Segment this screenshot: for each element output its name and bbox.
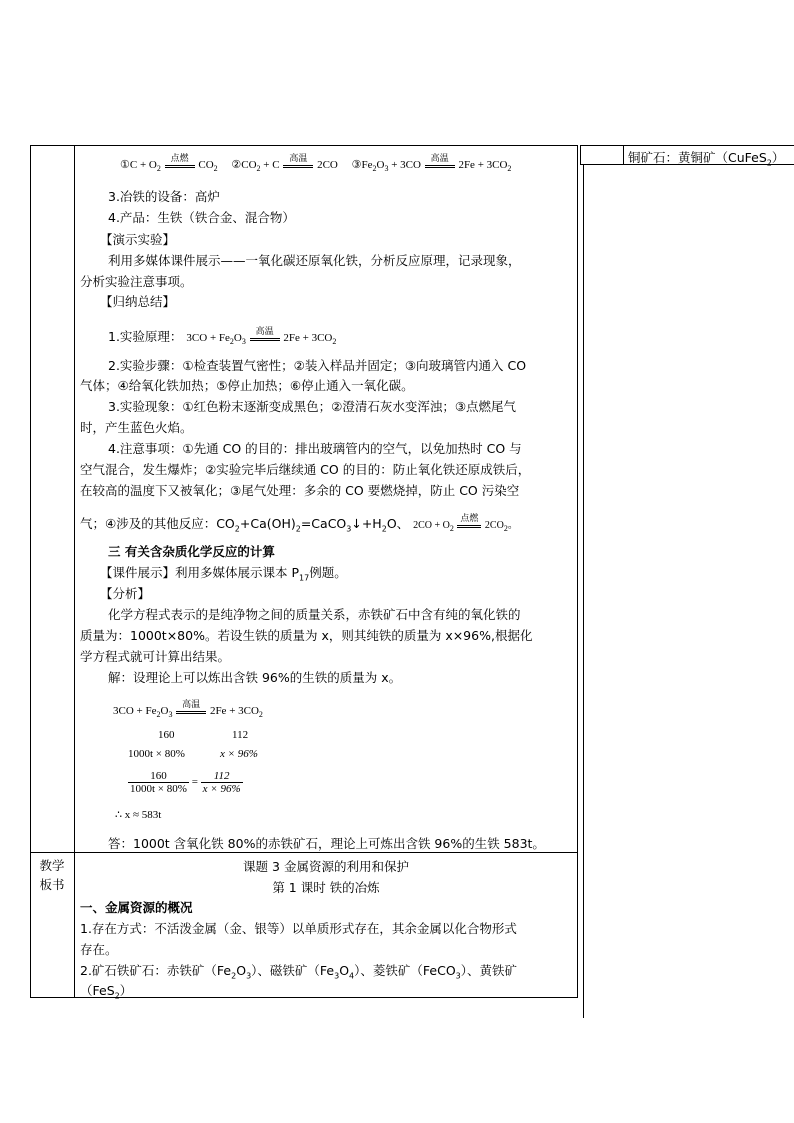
section-heading: 三 有关含杂质化学反应的计算 xyxy=(108,544,275,559)
reaction-arrow: 高温 xyxy=(283,161,313,168)
board-subtitle: 第 1 课时 铁的冶炼 xyxy=(272,880,380,895)
text-line: 时，产生蓝色火焰。 xyxy=(80,420,193,435)
right-column-line xyxy=(583,165,584,1018)
text-line: 【课件展示】利用多媒体展示课本 $P_{17}$例题。 xyxy=(100,565,347,583)
section-heading: 【演示实验】 xyxy=(100,232,176,247)
calc-result: ∴ x ≈ 583t xyxy=(115,809,162,821)
board-label: 教学 板书 xyxy=(39,858,65,892)
experiment-principle: 1.实验原理： $3CO + Fe_2O_3$ 高温 $2Fe + 3CO_2$ xyxy=(108,327,337,347)
reaction-arrow: 高温 xyxy=(425,161,455,168)
section-heading: 【分析】 xyxy=(100,586,151,601)
text-line: 4.产品：生铁（铁合金、混合物） xyxy=(108,210,295,225)
text-line: 学方程式就可计算出结果。 xyxy=(80,649,231,664)
text-line: 利用多媒体课件展示——一氧化碳还原氧化铁，分析反应原理，记录现象， xyxy=(108,253,521,268)
text-line: 3.实验现象：①红色粉末逐渐变成黑色；②澄清石灰水变浑浊；③点燃尾气 xyxy=(108,399,517,414)
right-box-divider xyxy=(623,145,624,165)
calc-molar-160: 160 xyxy=(158,729,175,741)
board-text: 2.矿石铁矿石：赤铁矿$(Fe_2O_3)$、磁铁矿$(Fe_3O_4)$、菱铁矿（FeCO$_3$）、黄铁矿 xyxy=(80,963,518,981)
text-line: 气体；④给氧化铁加热；⑤停止加热；⑥停止通入一氧化碳。 xyxy=(80,378,414,393)
calc-mass-ore: 1000t × 80% xyxy=(128,748,185,760)
table-row-divider xyxy=(30,852,578,853)
text-line: 2.实验步骤：①检查装置气密性；②装入样品并固定；③向玻璃管内通入 CO xyxy=(108,358,527,373)
calc-mass-iron: x × 96% xyxy=(220,748,258,760)
section-heading: 【归纳总结】 xyxy=(100,294,176,309)
reaction-formulas: ①C + $O_2$ 点燃 $CO_2$ $②CO_2 + C$ 高温 2CO $③Fe_2O_3 + 3CO$ 高温 $2Fe + 3CO_2$ xyxy=(120,154,512,174)
text-line: 在较高的温度下又被氧化；③尾气处理：多余的 CO 要燃烧掉，防止 CO 污染空 xyxy=(80,483,520,498)
board-text: （FeS$_2$） xyxy=(80,983,133,1001)
answer-line: 答：1000t 含氧化铁 80%的赤铁矿石，理论上可炼出含铁 96%的生铁 583t。 xyxy=(108,836,545,851)
right-column-note: 铜矿石：黄铜矿（CuFeS$_2$） xyxy=(628,150,785,168)
reaction-arrow: 点燃 xyxy=(165,161,195,168)
reaction-arrow: 高温 xyxy=(250,334,280,341)
text-line: 质量为：1000t×80%。若设生铁的质量为 x，则其纯铁的质量为 x×96%,根据化 xyxy=(80,628,533,643)
text-line: 解：设理论上可以炼出含铁 96%的生铁的质量为 x。 xyxy=(108,670,402,685)
text-line: 分析实验注意事项。 xyxy=(80,274,193,289)
calc-proportion: $\frac{160}{1000t \times 80\%}$ = $\frac{112}{x \times 96\%}$ xyxy=(130,770,241,795)
text-line: 3.冶铁的设备：高炉 xyxy=(108,189,220,204)
text-line: 化学方程式表示的是纯净物之间的质量关系，赤铁矿石中含有纯的氧化铁的 xyxy=(108,607,521,622)
calc-molar-112: 112 xyxy=(232,729,249,741)
reaction-arrow: 点燃 xyxy=(457,521,481,528)
board-text: 存在。 xyxy=(80,942,118,957)
reaction-arrow: 高温 xyxy=(176,707,206,714)
text-line: 4.注意事项：①先通 CO 的目的：排出玻璃管内的空气，以免加热时 CO 与 xyxy=(108,441,522,456)
text-line: 空气混合，发生爆炸；②实验完毕后继续通 CO 的目的：防止氧化铁还原成铁后， xyxy=(80,462,531,477)
text-line: 气；④涉及的其他反应：$CO_2+Ca(OH)_2=CaCO_3↓+H_2O$、 $2CO + O_2$ 点燃 $2CO_2$。 xyxy=(80,514,518,534)
calc-equation: $3CO + Fe_2O_3$ 高温 $2Fe + 3CO_2$ xyxy=(113,700,263,720)
board-title: 课题 3 金属资源的利用和保护 xyxy=(243,859,409,874)
board-heading: 一、金属资源的概况 xyxy=(80,900,193,915)
right-box-left-border xyxy=(580,145,581,165)
board-text: 1.存在方式：不活泼金属（金、银等）以单质形式存在，其余金属以化合物形式 xyxy=(80,921,517,936)
